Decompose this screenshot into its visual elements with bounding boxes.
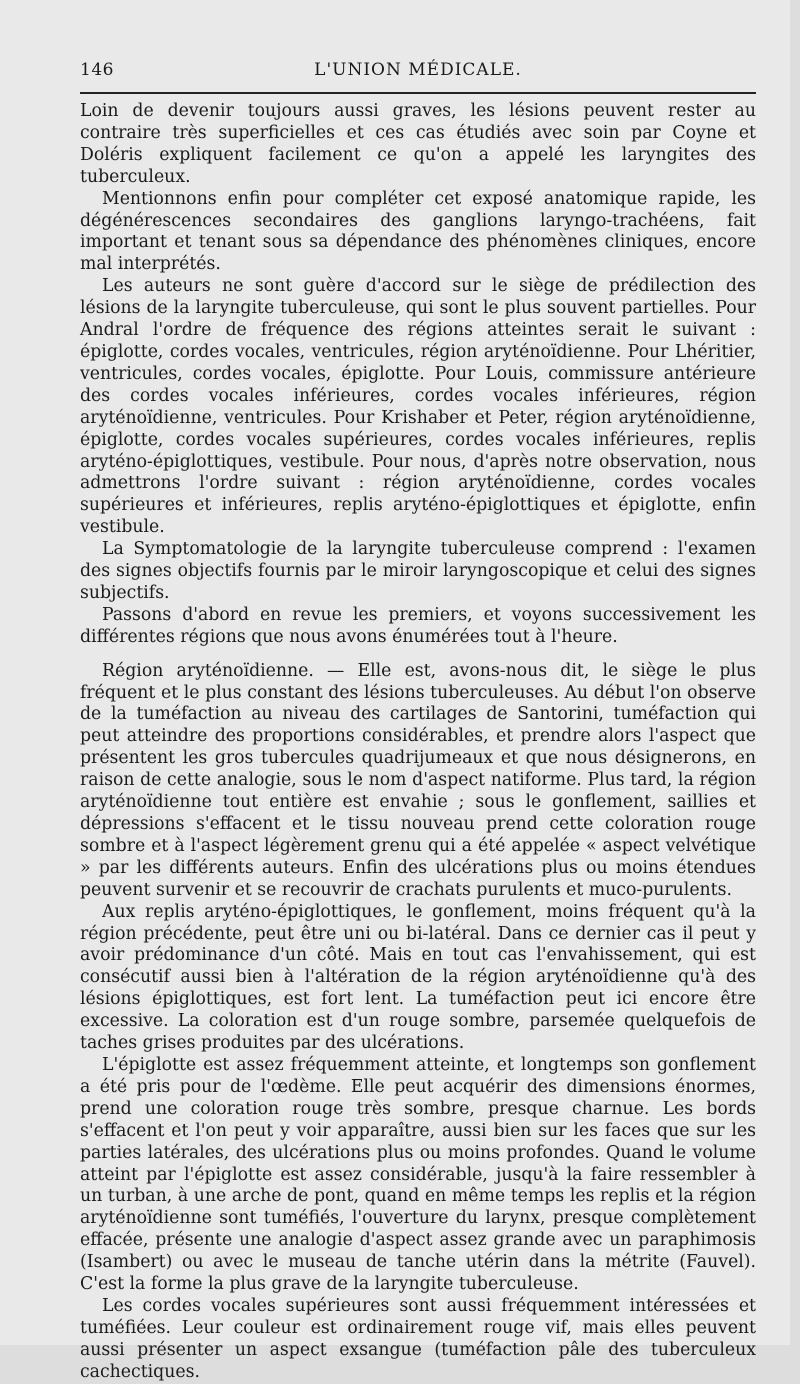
paragraph: Loin de devenir toujours aussi graves, les lésions peuvent rester au contraire très superficielles et ces cas étudiés avec soin par Coyne et Doléris expliquent facilement ce qu'on a appelé les laryngites des tuberculeux. — [80, 101, 756, 187]
paragraph: Les cordes vocales supérieures sont aussi fréquemment intéressées et tuméfiées. Leur couleur est ordinairement rouge vif, mais elles peuvent aussi présenter un aspect exsangue (tuméfaction pâle des tuberculeux cachectiques. — [80, 1295, 756, 1382]
page-header — [80, 60, 756, 86]
paragraph: Passons d'abord en revue les premiers, et voyons successivement les différentes régions que nous avons énumérées tout à l'heure. — [80, 604, 756, 647]
body-text — [80, 101, 756, 1384]
paragraph: La Symptomatologie de la laryngite tuberculeuse comprend : l'examen des signes objectifs fournis par le miroir laryngoscopique et celui des signes subjectifs. — [80, 539, 756, 603]
header-rule — [80, 92, 756, 94]
paragraph: Mentionnons enfin pour compléter cet exposé anatomique rapide, les dégénérescences secondaires des ganglions laryngo-trachéens, fait important et tenant sous sa dépendance des phénomènes cliniques, encore mal interprétés. — [80, 188, 756, 275]
paragraph: Les auteurs ne sont guère d'accord sur le siège de prédilection des lésions de la laryngite tuberculeuse, qui sont le plus souvent partielles. Pour Andral l'ordre de fréquence des régions atteintes serait le suivant : épiglotte, cordes vocales, ventricules, région aryténoïdienne. Pour Lhéritier, ventricules, cordes vocales, épiglotte. Pour Louis, commissure antérieure des cordes vocales inférieures, cordes vocales inférieures, région aryténoïdienne, ventricules. Pour Krishaber et Peter, région aryténoïdienne, épiglotte, cordes vocales supérieures, cordes vocales inférieures, replis aryténo-épiglottiques, vestibule. Pour nous, d'après notre observation, nous admettrons l'ordre suivant : région aryténoïdienne, cordes vocales supérieures et inférieures, replis aryténo-épiglottiques et épiglotte, enfin vestibule. — [80, 276, 756, 538]
running-title: L'UNION MÉDICALE. — [314, 60, 522, 80]
section-region-arytenoidienne: Région aryténoïdienne. — Elle est, avons-nous dit, le siège le plus fréquent et le plus constant des lésions tuberculeuses. Au début l'on observe de la tuméfaction au niveau des cartilages de Santorini, tuméfaction qui peut atteindre des proportions considérables, et prendre alors l'aspect que présentent les gros tubercules quadrijumeaux et que nous désignerons, en raison de cette analogie, sous le nom d'aspect natiforme. Plus tard, la région aryténoïdienne tout entière est envahie ; sous le gonflement, saillies et dépressions s'effacent et le tissu nouveau prend cette coloration rouge sombre et à l'aspect légèrement grenu qui a été appelée « aspect velvétique » par les différents auteurs. Enfin des ulcérations plus ou moins étendues peuvent survenir et se recouvrir de crachats purulents et muco-purulents. — [80, 660, 756, 900]
page-number: 146 — [80, 60, 114, 80]
paragraph: L'épiglotte est assez fréquemment atteinte, et longtemps son gonflement a été pris pour de l'œdème. Elle peut acquérir des dimensions énormes, prend une coloration rouge très sombre, presque charnue. Les bords s'effacent et l'on peut y voir apparaître, aussi bien sur les faces que sur les parties latérales, des ulcérations plus ou moins profondes. Quand le volume atteint par l'épiglotte est assez considérable, jusqu'à la faire ressembler à un turban, à une arche de pont, quand en même temps les replis et la région aryténoïdienne sont tuméfiés, l'ouverture du larynx, presque complètement effacée, présente une analogie d'aspect assez grande avec un paraphimosis (Isambert) ou avec le museau de tanche utérin dans la métrite (Fauvel). C'est la forme la plus grave de la laryngite tuberculeuse. — [80, 1054, 756, 1295]
paragraph: Aux replis aryténo-épiglottiques, le gonflement, moins fréquent qu'à la région précédente, peut être uni ou bi-latéral. Dans ce dernier cas il peut y avoir prédominance d'un côté. Mais en tout cas l'envahissement, qui est consécutif aussi bien à l'altération de la région aryténoïdienne qu'à des lésions épiglottiques, est fort lent. La tuméfaction peut ici encore être excessive. La coloration est d'un rouge sombre, parsemée quelquefois de taches grises produites par des ulcérations. — [80, 901, 756, 1054]
